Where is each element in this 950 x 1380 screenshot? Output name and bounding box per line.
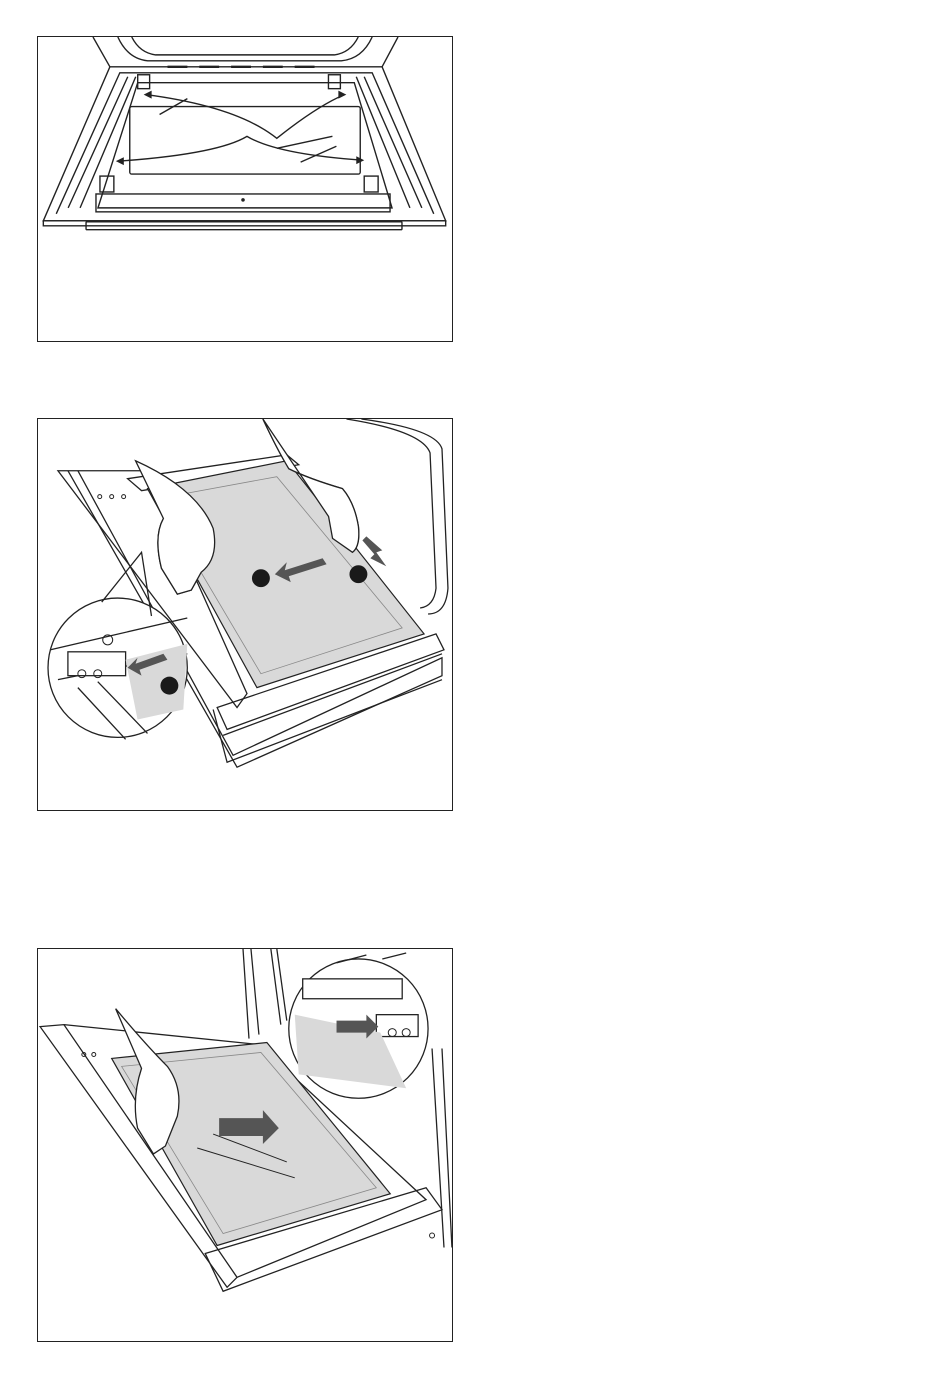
figure-insert-glass-panel [37, 948, 453, 1342]
figure-oven-door-clips [37, 36, 453, 342]
insert-glass-illustration [38, 949, 452, 1341]
step-marker-3 [160, 677, 178, 695]
step-marker-2 [349, 565, 367, 583]
remove-glass-illustration [38, 419, 452, 810]
figure-remove-glass-panel [37, 418, 453, 811]
step-marker-1 [252, 569, 270, 587]
figure-caption-area [38, 233, 452, 342]
